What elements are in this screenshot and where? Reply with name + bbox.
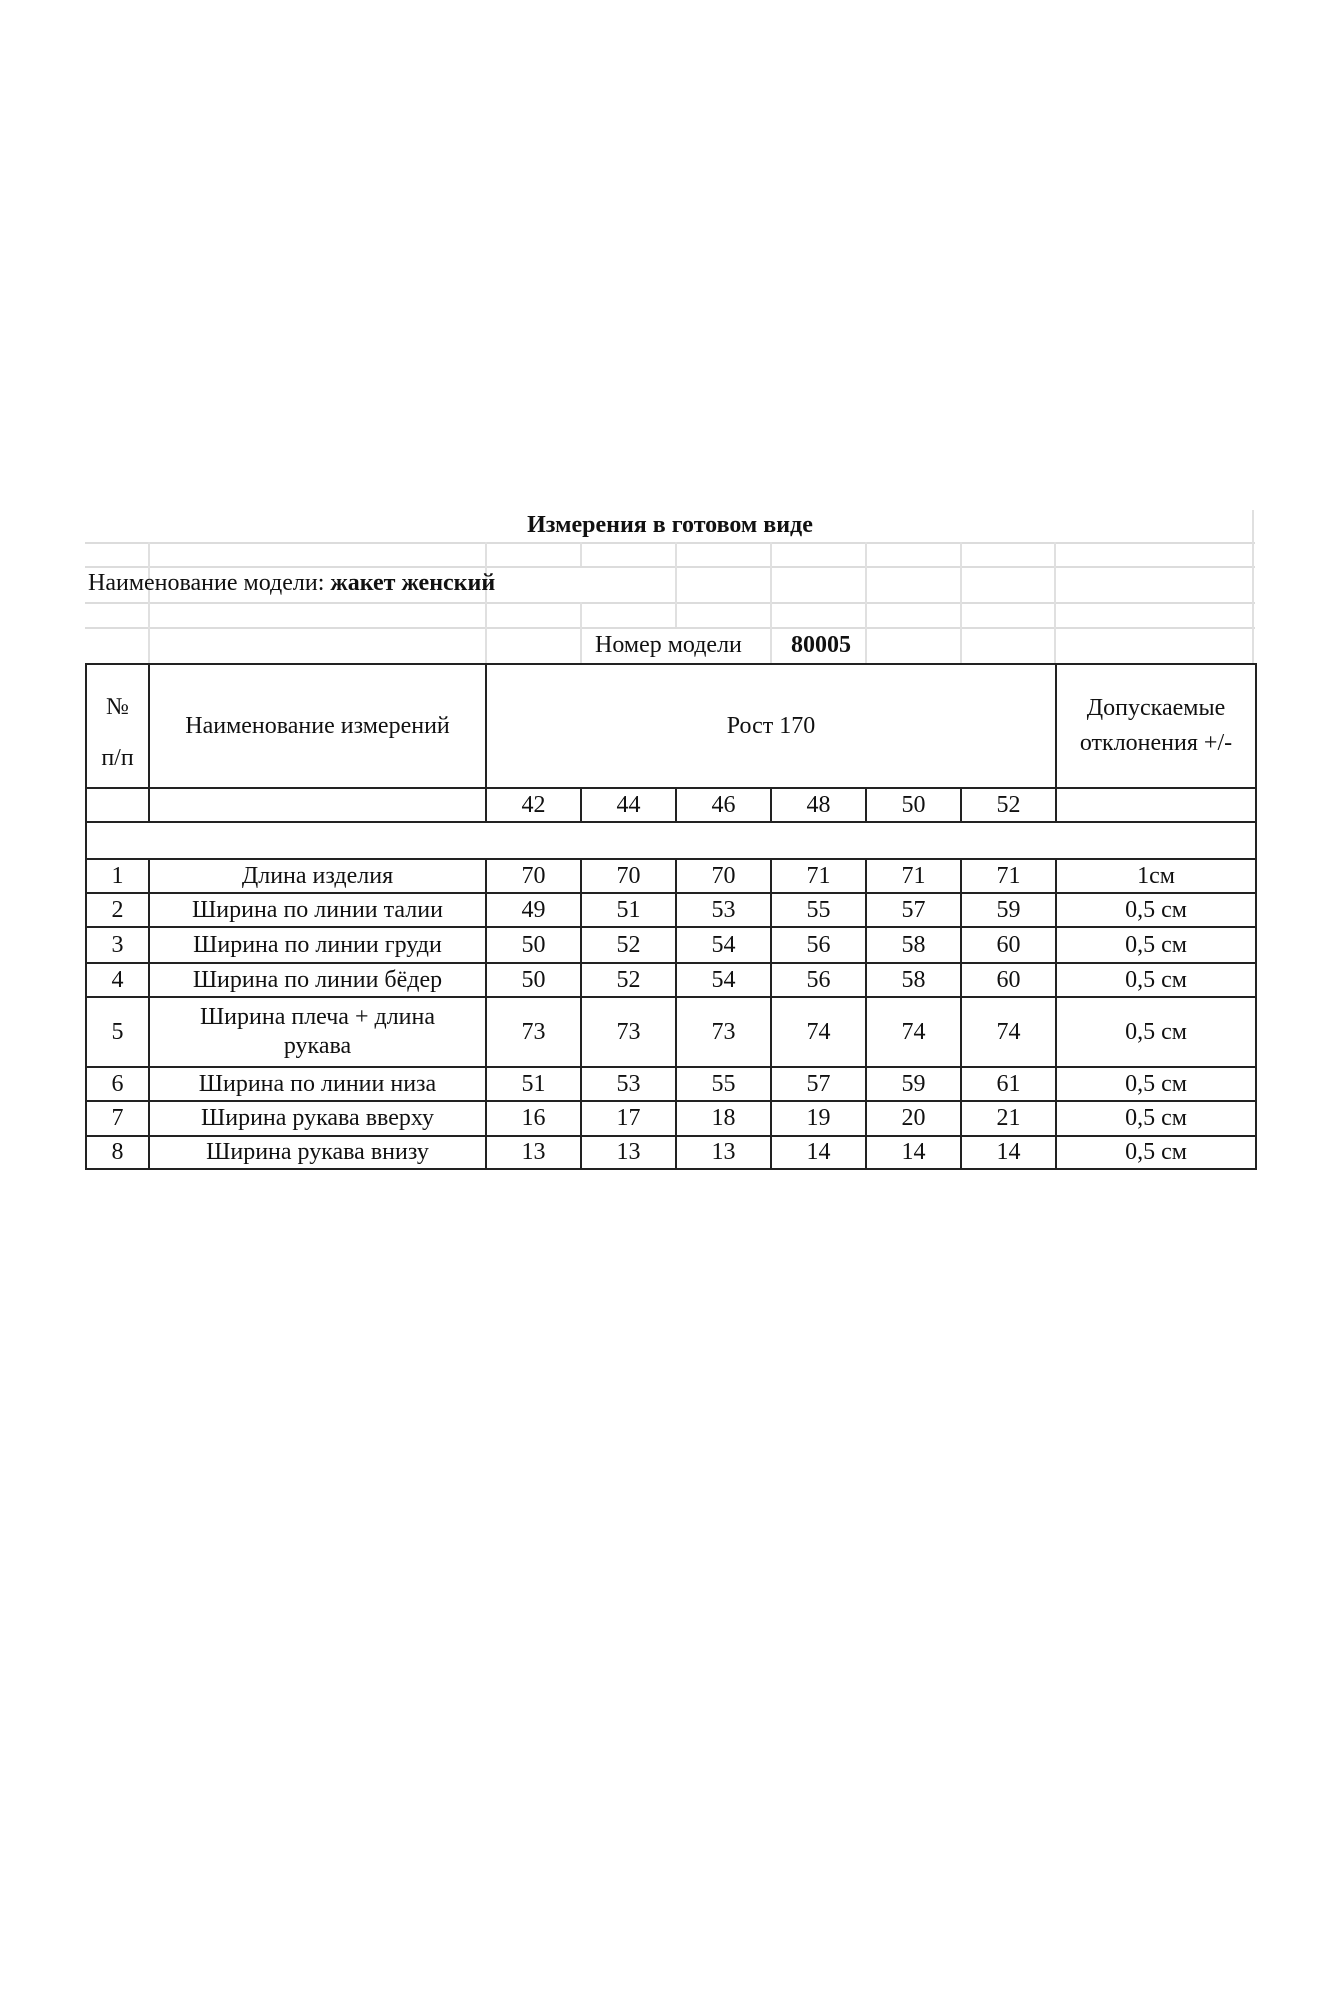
row-number: 7: [86, 1101, 149, 1136]
measure-value: 13: [581, 1136, 676, 1169]
measure-value: 51: [486, 1067, 581, 1101]
size-cell: 46: [676, 788, 771, 822]
measure-value: 53: [581, 1067, 676, 1101]
tolerance-value: 0,5 см: [1056, 1136, 1256, 1169]
size-cell: 42: [486, 788, 581, 822]
measure-value: 14: [866, 1136, 961, 1169]
measure-value: 13: [676, 1136, 771, 1169]
measure-name: Ширина по линии груди: [149, 927, 486, 963]
tolerance-value: 0,5 см: [1056, 927, 1256, 963]
measure-value: 17: [581, 1101, 676, 1136]
empty-cell: [1056, 788, 1256, 822]
row-number: 8: [86, 1136, 149, 1169]
measure-value: 70: [676, 859, 771, 893]
model-name: [88, 570, 495, 597]
measure-value: 74: [866, 997, 961, 1067]
measure-value: 50: [486, 963, 581, 997]
measure-name: Ширина рукава внизу: [149, 1136, 486, 1169]
gridline: [85, 602, 1255, 604]
gridline: [865, 542, 867, 663]
row-number: 5: [86, 997, 149, 1067]
measure-value: 56: [771, 963, 866, 997]
empty-cell: [486, 822, 581, 859]
measure-value: 73: [581, 997, 676, 1067]
size-cell: 52: [961, 788, 1056, 822]
size-cell: 48: [771, 788, 866, 822]
measure-value: 57: [771, 1067, 866, 1101]
measure-value: 71: [961, 859, 1056, 893]
measure-value: 20: [866, 1101, 961, 1136]
header-number-top: №: [106, 694, 129, 720]
tolerance-value: 0,5 см: [1056, 1101, 1256, 1136]
measure-value: 56: [771, 927, 866, 963]
size-cell: 44: [581, 788, 676, 822]
header-measure-name: Наименование измерений: [149, 664, 486, 788]
measure-value: 59: [961, 893, 1056, 927]
empty-cell: [676, 822, 771, 859]
measure-value: 55: [771, 893, 866, 927]
model-name-value: жакет женский: [330, 570, 496, 596]
measure-name: Ширина рукава вверху: [149, 1101, 486, 1136]
empty-cell: [961, 822, 1056, 859]
measure-value: 49: [486, 893, 581, 927]
measure-value: 73: [676, 997, 771, 1067]
measure-value: 50: [486, 927, 581, 963]
measure-value: 70: [486, 859, 581, 893]
tolerance-value: 1см: [1056, 859, 1256, 893]
table-row: [86, 963, 1256, 997]
measure-value: 55: [676, 1067, 771, 1101]
measure-value: 16: [486, 1101, 581, 1136]
measure-value: 13: [486, 1136, 581, 1169]
measure-value: 14: [961, 1136, 1056, 1169]
gridline: [960, 542, 962, 663]
header-number: [86, 664, 149, 788]
model-number-label: Номер модели: [595, 632, 742, 658]
empty-cell: [149, 822, 486, 859]
gridline: [85, 627, 1255, 629]
measure-value: 52: [581, 927, 676, 963]
tolerance-value: 0,5 см: [1056, 1067, 1256, 1101]
gridline: [85, 542, 1255, 544]
measure-value: 74: [771, 997, 866, 1067]
measure-value: 52: [581, 963, 676, 997]
table-row: [86, 1101, 1256, 1136]
table-row: [86, 859, 1256, 893]
empty-cell: [86, 822, 149, 859]
gridline: [675, 542, 677, 627]
measure-value: 18: [676, 1101, 771, 1136]
measure-value: 19: [771, 1101, 866, 1136]
measure-name: Ширина по линии бёдер: [149, 963, 486, 997]
measure-value: 70: [581, 859, 676, 893]
measure-name: Длина изделия: [149, 859, 486, 893]
table-row: [86, 1067, 1256, 1101]
measurements-table: [85, 663, 1257, 1170]
gridline: [148, 542, 150, 663]
measure-value: 59: [866, 1067, 961, 1101]
sizes-row: [86, 788, 1256, 822]
header-row: [86, 664, 1256, 788]
empty-cell: [86, 788, 149, 822]
empty-cell: [581, 822, 676, 859]
measure-value: 58: [866, 963, 961, 997]
table-row: [86, 927, 1256, 963]
row-number: 3: [86, 927, 149, 963]
table-row: [86, 1136, 1256, 1169]
measure-value: 60: [961, 927, 1056, 963]
header-tolerance: Допускаемые отклонения +/-: [1056, 664, 1256, 788]
tolerance-value: 0,5 см: [1056, 997, 1256, 1067]
measure-value: 60: [961, 963, 1056, 997]
row-number: 2: [86, 893, 149, 927]
measure-name: Ширина по линии низа: [149, 1067, 486, 1101]
measure-value: 61: [961, 1067, 1056, 1101]
gridline: [770, 542, 772, 663]
measure-value: 71: [771, 859, 866, 893]
measure-value: 74: [961, 997, 1056, 1067]
empty-cell: [866, 822, 961, 859]
table-row: [86, 997, 1256, 1067]
gridline: [580, 542, 582, 566]
measure-value: 57: [866, 893, 961, 927]
spacer-row: [86, 822, 1256, 859]
row-number: 4: [86, 963, 149, 997]
size-cell: 50: [866, 788, 961, 822]
table-row: [86, 893, 1256, 927]
model-name-label: Наименование модели:: [88, 570, 325, 596]
measure-name: Ширина плеча + длина рукава: [149, 997, 486, 1067]
measure-value: 51: [581, 893, 676, 927]
gridline: [85, 566, 1255, 568]
empty-cell: [1056, 822, 1256, 859]
row-number: 1: [86, 859, 149, 893]
model-number-value: 80005: [791, 632, 851, 658]
tolerance-value: 0,5 см: [1056, 963, 1256, 997]
header-height: Рост 170: [486, 664, 1056, 788]
measure-value: 14: [771, 1136, 866, 1169]
measure-value: 54: [676, 927, 771, 963]
row-number: 6: [86, 1067, 149, 1101]
measure-value: 21: [961, 1101, 1056, 1136]
empty-cell: [149, 788, 486, 822]
measure-value: 73: [486, 997, 581, 1067]
page-title: Измерения в готовом виде: [527, 512, 813, 538]
measure-value: 71: [866, 859, 961, 893]
header-number-bottom: п/п: [101, 744, 134, 771]
gridline: [485, 542, 487, 663]
gridline: [580, 602, 582, 663]
measure-name: Ширина по линии талии: [149, 893, 486, 927]
empty-cell: [771, 822, 866, 859]
measure-value: 58: [866, 927, 961, 963]
tolerance-value: 0,5 см: [1056, 893, 1256, 927]
sheet-header-area: [85, 510, 1255, 663]
measure-value: 53: [676, 893, 771, 927]
measure-value: 54: [676, 963, 771, 997]
gridline: [1054, 542, 1056, 663]
